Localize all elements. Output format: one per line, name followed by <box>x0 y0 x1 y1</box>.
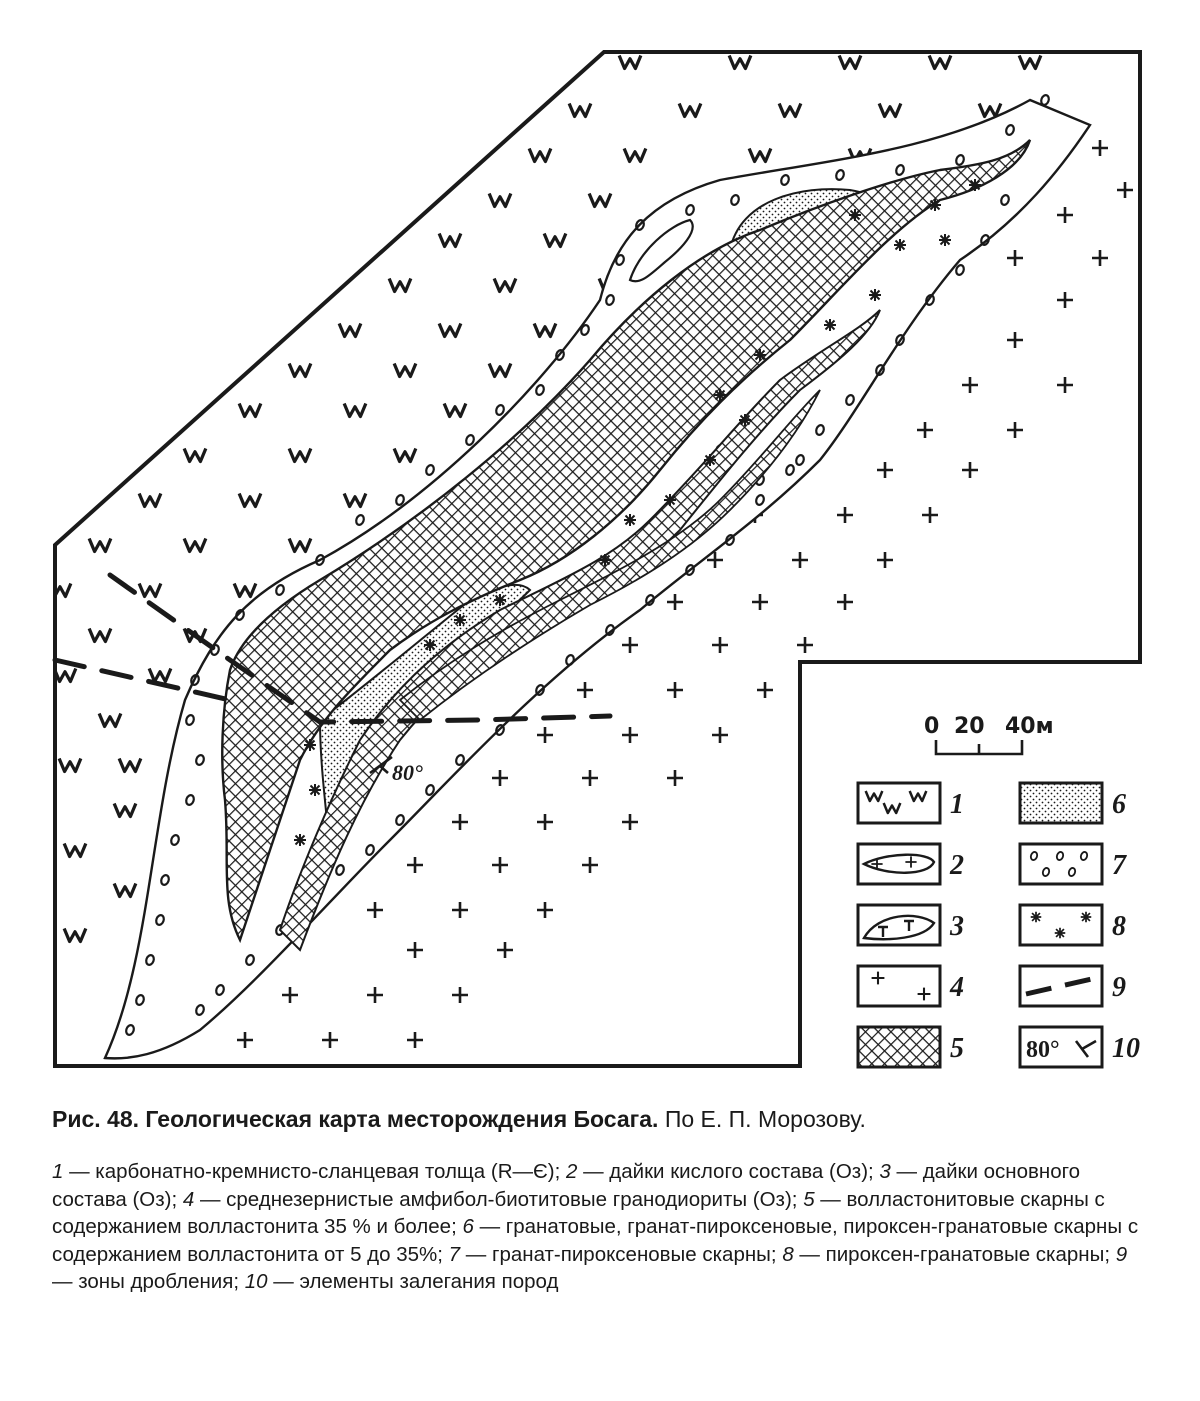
caption-item-number: 3 <box>879 1160 891 1183</box>
scale-tick-20: 20 <box>954 714 985 739</box>
asterisk-symbol <box>1031 912 1042 923</box>
asterisk-symbol <box>1055 928 1066 939</box>
asterisk-symbol <box>824 319 836 331</box>
legend-number: 4 <box>950 972 964 1003</box>
caption-item-text: — гранатовые, гранат-пироксеновые, пироксен-гранатовые скарны с содержанием волластонита от 5 до 35%; <box>52 1215 1139 1266</box>
legend-number: 2 <box>950 850 964 881</box>
figure-author: По Е. П. Морозову. <box>664 1106 866 1132</box>
legend-number: 9 <box>1112 972 1126 1003</box>
asterisk-symbol <box>424 639 436 651</box>
caption-item-text: — элементы залегания пород <box>267 1270 559 1293</box>
asterisk-symbol <box>454 614 466 626</box>
asterisk-symbol <box>714 389 726 401</box>
asterisk-symbol <box>1081 912 1092 923</box>
caption-item-number: 4 <box>182 1187 195 1211</box>
legend-item-3 <box>858 905 964 945</box>
asterisk-symbol <box>304 739 316 751</box>
legend-item-7 <box>1020 844 1127 884</box>
legend-number: 3 <box>950 911 964 942</box>
asterisk-symbol <box>599 554 611 566</box>
legend-item-2 <box>858 844 964 884</box>
caption-item-text: — дайки основного состава (Оз); <box>52 1160 1081 1211</box>
legend-number: 5 <box>950 1033 964 1064</box>
legend-item-1 <box>858 783 964 823</box>
caption-item-text: — карбонатно-кремнисто-сланцевая толща (R—Є); <box>63 1160 566 1183</box>
asterisk-symbol <box>929 199 941 211</box>
caption-item-text: — дайки кислого состава (Оз); <box>577 1160 880 1183</box>
legend-number: 1 <box>950 789 964 820</box>
caption-item-text: — пироксен-гранатовые скарны; <box>793 1242 1116 1266</box>
asterisk-symbol <box>754 349 766 361</box>
caption-item-number: 8 <box>782 1242 794 1266</box>
asterisk-symbol <box>969 179 981 191</box>
legend-swatch-asterisks <box>1020 905 1102 945</box>
legend-item-9 <box>1020 966 1126 1006</box>
scale-bar <box>924 714 1054 754</box>
caption-item-number: 5 <box>803 1187 815 1211</box>
caption-item-number: 9 <box>1115 1242 1128 1266</box>
dip-label: 80° <box>392 760 423 785</box>
legend-swatch-plus-pattern <box>858 966 940 1006</box>
legend-item-4 <box>858 966 964 1006</box>
legend-item-6 <box>1020 783 1126 823</box>
asterisk-symbol <box>939 234 951 246</box>
caption-item-number: 1 <box>52 1160 64 1183</box>
legend-item-10 <box>1020 1027 1140 1067</box>
scale-tick-0: 0 <box>924 714 940 739</box>
caption-item-text: — зоны дробления; <box>52 1270 245 1293</box>
asterisk-symbol <box>309 784 321 796</box>
caption-item-text: — волластонитовые скарны с содержанием волластонита 35 % и более; <box>52 1187 1105 1238</box>
figure-title: Рис. 48. Геологическая карта месторождения Босага. <box>52 1106 659 1132</box>
legend-number: 10 <box>1112 1033 1140 1064</box>
map-legend <box>858 783 1140 1067</box>
figure-caption-title <box>52 1104 1162 1134</box>
scale-tick-40: 40м <box>1005 714 1054 739</box>
legend-swatch-fine-dots <box>1020 783 1102 823</box>
legend-item-5 <box>858 1027 964 1067</box>
asterisk-symbol <box>739 414 751 426</box>
caption-item-number: 7 <box>448 1242 461 1266</box>
caption-item-number: 2 <box>565 1160 578 1183</box>
legend-number: 7 <box>1112 850 1126 881</box>
legend-number: 6 <box>1112 789 1126 820</box>
caption-item-number: 10 <box>244 1270 268 1293</box>
caption-item-text: — гранат-пироксеновые скарны; <box>460 1242 783 1266</box>
legend-number: 8 <box>1112 911 1126 942</box>
asterisk-symbol <box>494 594 506 606</box>
legend-dip-text: 80° <box>1026 1037 1060 1063</box>
legend-swatch-crosshatch <box>858 1027 940 1067</box>
caption-item-number: 6 <box>462 1215 474 1238</box>
asterisk-symbol <box>664 494 676 506</box>
asterisk-symbol <box>294 834 306 846</box>
legend-item-8 <box>1020 905 1126 945</box>
figure-legend-text <box>52 1158 1152 1296</box>
legend-swatch-small-circles <box>1020 844 1102 884</box>
asterisk-symbol <box>624 514 636 526</box>
asterisk-symbol <box>869 289 881 301</box>
asterisk-symbol <box>894 239 906 251</box>
asterisk-symbol <box>704 454 716 466</box>
legend-swatch-dashed-line <box>1020 966 1102 1006</box>
caption-item-text: — среднезернистые амфибол-биотитовые гранодиориты (Оз); <box>194 1187 804 1211</box>
asterisk-symbol <box>849 209 861 221</box>
